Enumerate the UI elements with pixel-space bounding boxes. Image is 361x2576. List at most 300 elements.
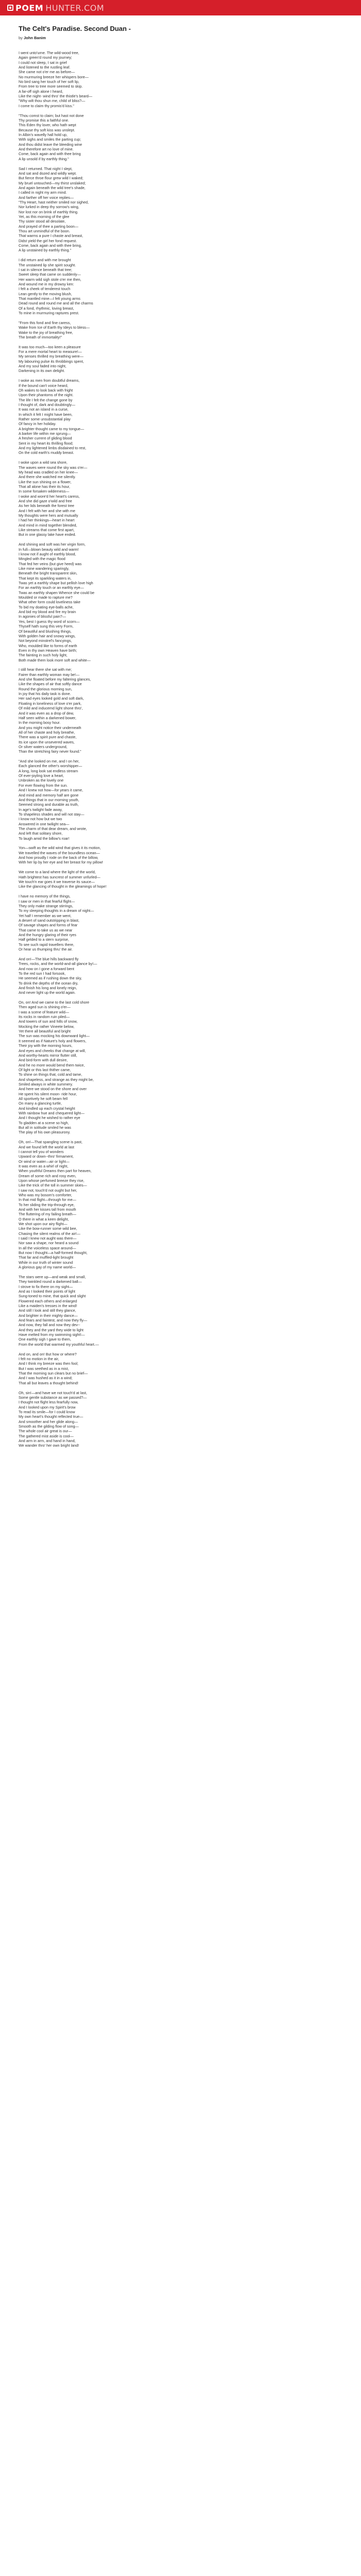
poem-line: A glorious gay of my name world—	[19, 1265, 76, 1270]
poem-line: And with her kisses tall from mouth	[19, 1207, 76, 1212]
poem-line: Like a maiden's tresses in the wind!	[19, 1303, 77, 1309]
poem-line: Hath brightest has suncrest of summer unfurled—	[19, 874, 101, 879]
poem-line: We shot upon our airy flight—	[19, 1222, 68, 1227]
poem-line: And you might notice their underneath	[19, 725, 81, 730]
poem-line: But in one glassy lake have ended.	[19, 532, 76, 537]
poem-line: Because thy soft kiss was unslept.	[19, 127, 75, 132]
poem-line: Yet there all beautiful and bright	[19, 1029, 71, 1034]
poem-line: Moulded or made to rapture me?	[19, 595, 73, 600]
poem-line: No murmuring breeze her whispers bore—	[19, 74, 89, 79]
poem-line: And I think my breeze was then fool;	[19, 1361, 78, 1366]
logo-icon	[7, 5, 13, 11]
poem-line: And towers of sun and hills of snow,	[19, 1019, 78, 1024]
stanza	[19, 50, 342, 108]
poem-line: But all in solitude smiled he was	[19, 1125, 71, 1130]
poem-line: And worthy-hearts mirror flutter still,	[19, 1053, 77, 1058]
stanza	[19, 1140, 342, 1269]
poem-line: And wound me in my drowsy ken:	[19, 281, 74, 286]
poem-line: To laugh amid the billow's roar!	[19, 836, 70, 841]
poem-line: And now, they fall and now they dev--	[19, 1323, 80, 1328]
poem-line: Smiled always in white summery.	[19, 1081, 73, 1087]
poem-line: Sung-toned to mine, that quick and slight	[19, 1294, 86, 1299]
poem-line: Upon whose perfumed breeze they rise,	[19, 1178, 85, 1183]
poem-line: A far-off sigh alone I heard,	[19, 89, 63, 94]
poem-line: Not beyond minstrel's fancyings,	[19, 638, 72, 643]
stanza	[19, 258, 342, 315]
poem-line: A lip unstained by earthly thing."	[19, 248, 72, 253]
poem-line: My bruel untouched—my thirst unslaked;	[19, 180, 86, 185]
poem-line: All sportively he soft beam fell	[19, 1096, 68, 1101]
poem-line: And it was even as a drop of dew,	[19, 710, 74, 716]
poem-line: Half gelded to a stern surprise,	[19, 937, 69, 942]
poem-line: But fierce throe flour grew wild I waked;	[19, 176, 84, 181]
poem-line: Answered in one twilight sea—	[19, 821, 70, 826]
poem-line: For an earthly touch or an earthly eye—	[19, 585, 84, 590]
poem-line: As her lids beneath the forest tree	[19, 503, 74, 509]
poem-line: That came to take us as we near	[19, 927, 73, 933]
poem-line: I know not how but we two	[19, 817, 62, 822]
poem-line: Of ever-joyling love a heart,	[19, 773, 64, 778]
poem-line: Thy sister stood all desolate,	[19, 219, 66, 224]
poem-line: And the hungry glaring of their ryes	[19, 932, 76, 937]
poem-line: All of her chaste and holy breathe,	[19, 730, 75, 735]
poem-line: Like the trick of the toll in summer skies—	[19, 1183, 87, 1188]
poem-line: That mantled mine—I felt young arms	[19, 296, 80, 301]
poem-line: Of mild and inducemd light shone thro',	[19, 706, 83, 711]
poem-line: "Thy Heart, hast neither smiled nor sighed,	[19, 199, 89, 205]
poem-line: And on!—The blue hills backward fly	[19, 956, 79, 961]
poem-line: Yet half I remember as we went,	[19, 913, 72, 918]
poem-page	[0, 15, 361, 1448]
poem-line: A barker life within me sprung—	[19, 431, 71, 436]
poem-line: Lean gently to the moving blush,	[19, 291, 72, 296]
poem-line: Dream of some rich and rosy even,	[19, 1173, 76, 1178]
poem-line: Some gentle substance as we passed?—	[19, 1395, 87, 1400]
poem-line: He seemed as if rushing down the sky,	[19, 976, 82, 981]
poem-line: It was even as a whirl of night,	[19, 1163, 69, 1168]
poem-line: He spent his silent moon- ride hour,	[19, 1091, 77, 1096]
poem-line: From tree to tree more seemed to skip.	[19, 84, 83, 89]
poem-line: Than the stretching fairy never found."	[19, 749, 81, 754]
poem-line: I know not if aught of earthly blood,	[19, 552, 76, 556]
author-link[interactable]: John Banim	[24, 36, 46, 40]
stanza	[19, 1352, 342, 1385]
poem-line: A brighter thought came to my tongue—	[19, 426, 85, 431]
poem-line: If the bound can't voice heard,	[19, 383, 69, 388]
poem-line: That far and muffled-light brought	[19, 1255, 74, 1260]
poem-line: And mind in mind together blended,	[19, 522, 77, 528]
poem-line: And therefore art no love of mine.	[19, 147, 74, 152]
poem-line: I woke as men from doubtful dreams,	[19, 378, 80, 383]
poem-line: And shining and soft was her virgin form,	[19, 542, 86, 547]
poem-line: While in our truth of winter sound	[19, 1260, 73, 1265]
poem-line: The sun was mocking his downward light—	[19, 1033, 90, 1039]
stanza	[19, 378, 342, 455]
poem-line: Wake to the joy of breathing free,	[19, 330, 73, 335]
poem-line: My head was cradled on her knee—	[19, 470, 78, 474]
poem-line: And listened to the rustling leaf.	[19, 65, 71, 70]
poem-line: Who was my bosom's comforter,	[19, 1192, 72, 1197]
poem-line: "And she looked on me, and I on her,	[19, 759, 80, 764]
poem-line: In joy that his daily task is done.	[19, 691, 71, 697]
poem-line: Twas an earthly shapen Whence she could be	[19, 590, 95, 595]
poem-line: I was a scene of feature wild—	[19, 1009, 69, 1014]
poem-line: One earthly sigh I gave to them,	[19, 1337, 71, 1342]
poem-line: Yes, best I guess thy word of scorn—	[19, 619, 80, 624]
poem-line: And she did gaze o'wild and free	[19, 499, 72, 504]
poem-line: I woke upon a wild sea shore,	[19, 460, 68, 465]
poem-line: A lip unsold if by earthly thing."	[19, 156, 69, 161]
poem-line: With sighs and smiles the parting cup;	[19, 137, 81, 142]
poem-line: And fears and faintest, and now they fly—	[19, 1318, 88, 1323]
poem-line: Floating in loneliness of love o'er park,	[19, 701, 82, 706]
poem-line: To mine in murmuring raptures prest.	[19, 311, 79, 316]
poem-line: And my lightened limbs disdained to rest,	[19, 446, 87, 451]
poem-line: That all alone has their its hour,	[19, 484, 70, 489]
byline-prefix: by	[19, 36, 23, 40]
poem-line: And mind and memory half are gone	[19, 792, 79, 798]
poem-line: With golden hair and snowy wings,	[19, 633, 76, 638]
poem-line: We touch'n ear goes it we traverse its sauce—	[19, 879, 95, 884]
stanza	[19, 1391, 342, 1448]
poem-line: And sat and dozed and wildly wept.	[19, 171, 77, 176]
poem-line: Like streams that come first apart,	[19, 528, 75, 533]
poem-line: And thou didst leave the bleeding wine	[19, 142, 83, 147]
poem-line: I went unto'urne. The wild-wood tree,	[19, 50, 79, 55]
poem-line: The gathered mist aside is cool—	[19, 1433, 74, 1438]
poem-line: And I knew not how—for years it came,	[19, 788, 84, 793]
poem-line: And smoother and her glide along—	[19, 1419, 78, 1424]
poem-line: The waves were round the sky was o'er—	[19, 465, 88, 470]
poem-line: My own heart's thought reflected true—	[19, 1414, 84, 1419]
poem-line: On, on! And we came to the last cold shore	[19, 1000, 90, 1005]
poem-line: On the cold earth's muddy breast.	[19, 450, 74, 455]
poem-line: Upward or down--thro' firmament,	[19, 1154, 74, 1159]
poem-line: And they and the yard they wide to light	[19, 1327, 84, 1332]
poem-line: To read its smile—for I could know	[19, 1409, 75, 1414]
poem-line: To shapeless shades and will not stay—	[19, 811, 85, 817]
poem-line: For ever flowing from the sun.	[19, 783, 68, 788]
poem-line: This Eden thy lover, who hath wept	[19, 123, 76, 128]
poem-line: Her warm wild sigh stole o'er me then,	[19, 277, 81, 282]
poem-line: With rainbow hue and chequered light—	[19, 1110, 85, 1115]
logo-accent-text: HUNTER.COM	[45, 3, 104, 13]
poem-line: The breath of immortality!"	[19, 334, 62, 340]
poem-line: A fresher current of gliding blood	[19, 436, 72, 441]
logo-main-text: POEM	[15, 3, 44, 13]
poem-line: Flowered each others and enlarged	[19, 1298, 77, 1303]
poem-line: And there she watched me silently.	[19, 474, 76, 480]
poem-line: And eyes and cheeks that change at will,	[19, 1048, 86, 1053]
poem-line: Like the glancing of thought in the gleamings of hope!	[19, 884, 107, 889]
poem-line: In agonies of blissful pain?—	[19, 614, 66, 619]
poem-line: And how proudly I rode on the back of the billow,	[19, 855, 99, 860]
poem-line: But I was seethed as in a mist,	[19, 1366, 69, 1371]
poem-line: I thought not flight less fearfully now,	[19, 1400, 78, 1405]
poem-line: And still I look and still they glance,	[19, 1308, 76, 1313]
poem-line: Thy promise this a faithful one.	[19, 117, 69, 123]
poem-line: Thou art unmindful of the boon.	[19, 229, 70, 234]
poem-line: I woke and wore'd her heart's caress,	[19, 494, 80, 499]
poem-line: They twinkled round a darkened ball—	[19, 1279, 82, 1284]
poem-line: Yon—swift as the wild wind that gives it its motion,	[19, 845, 101, 851]
poem-line: Mocking the rather Vineete below,	[19, 1024, 75, 1029]
poem-line: Oh, on!—That spangling scene is past,	[19, 1140, 83, 1145]
poem-line: Its rocks in random ruin piled—	[19, 1014, 70, 1020]
poem-line: And we found left the world at last	[19, 1144, 74, 1149]
poem-line: She came not o'er me as before—	[19, 70, 75, 75]
poem-line: And my soul faded into night,	[19, 364, 67, 369]
poem-line: Unbroken as the lovely one	[19, 778, 64, 783]
poem-line: Nor lurked in deep thy sorrow's wing,	[19, 205, 79, 210]
poem-line: Its ice upon the unsevered waves,	[19, 739, 75, 744]
poem-line: On many a glancing turtle,	[19, 1101, 62, 1106]
poem-line: And arm in arm, and hand in hand,	[19, 1438, 76, 1443]
poem-line: And never light up the world again.	[19, 990, 76, 995]
poem-line: In which it felt I might have been,	[19, 412, 73, 417]
poem-line: Or hear us thumping thru' the air.	[19, 946, 73, 952]
poem-line: I could not sleep, I sat in grief	[19, 60, 67, 65]
poem-line: Twas yet a earthly shape but pellish love high	[19, 581, 93, 586]
poem-line: I strove to fix there on my sight—	[19, 1284, 73, 1289]
poem-line: Sweet sleep that came on suddenly—	[19, 272, 81, 277]
poem-line: Of a fond, rhythmic, loving breast,	[19, 306, 74, 311]
poem-line: And I looked upon my Spirit's brow	[19, 1404, 76, 1410]
poem-line: And I felt with her and she with me	[19, 508, 75, 513]
poem-line: That fed her veins (but give heed) was	[19, 561, 82, 566]
poem-line: A desert of sand outstripping in blast,	[19, 918, 79, 923]
poem-line: Her sad eyes looked gold and soft dark,	[19, 696, 84, 701]
poem-line: And as I looked their points of light	[19, 1289, 75, 1294]
poem-line: Half seen within a darkened bower,	[19, 715, 76, 720]
stanza	[19, 894, 342, 952]
poem-line: From the world that warmed my youthful heart.—	[19, 1342, 99, 1347]
poem-line: In that mid flight—through for me—	[19, 1197, 76, 1202]
stanza	[19, 113, 342, 161]
poem-body	[19, 50, 342, 1448]
poem-line: And bird-form with dull desire,	[19, 1058, 68, 1063]
poem-line: O there in what a keen delight,	[19, 1216, 69, 1222]
poem-line: My thoughts were hers and mutually	[19, 513, 78, 518]
stanza	[19, 1275, 342, 1347]
poem-line: To see such rapid travellers there,	[19, 942, 74, 947]
poem-line: Nor saw a shape, nor heard a sound	[19, 1241, 79, 1246]
poem-line: The play of his own pleasurony.	[19, 1130, 71, 1135]
poem-line: I come to claim thy promis'd kiss."	[19, 103, 74, 108]
poem-line: Fairer than earthly woman may be!—	[19, 672, 80, 677]
poem-line: Oh, sin!—and have we not touch'd at last,	[19, 1390, 87, 1395]
poem-line: It seemed as if Nature's holy and flowers,	[19, 1038, 87, 1043]
poem-line: Like the night- wind thro' the thistle's beard—	[19, 94, 92, 99]
poem-line: The unstained lip she spirit sought.	[19, 262, 76, 267]
poem-line: Dead round and round me and all the charms	[19, 301, 93, 306]
poem-line: To the red sun I had forsook,	[19, 971, 66, 976]
poem-line: Like the sun shining on a flower,	[19, 479, 72, 484]
stanza	[19, 320, 342, 340]
poem-line: Seemed strong and durable as truth,	[19, 802, 79, 807]
site-header	[0, 0, 361, 15]
poem-line: When youthful Dreams then part for heaven,	[19, 1168, 92, 1174]
stanza	[19, 957, 342, 995]
poem-line: Sad I returned. That night I slept,	[19, 166, 73, 171]
poem-line: Their joy with the morning hours,	[19, 1043, 73, 1048]
poem-line: The fainting in such holy light,	[19, 653, 68, 658]
poem-line: Like the shapes of air that softly dance	[19, 682, 82, 687]
stanza	[19, 166, 342, 253]
stanza	[19, 542, 342, 663]
poem-line: And prayed of thee a parting boon—	[19, 224, 78, 229]
poem-line: No bird sang her touch of her soft lip,	[19, 79, 79, 84]
poem-line: And she floated before my faltering glances,	[19, 677, 91, 682]
poem-line: My senses thrilled my breathing were—	[19, 354, 84, 359]
poem-line: And bid my blood and fire my brain	[19, 609, 76, 615]
poem-line: And I was hushed as it in a wind;	[19, 1376, 73, 1381]
poem-line: And here we stood on the shore and over	[19, 1087, 87, 1092]
poem-line: My labouring pulse its throbbings spent,	[19, 359, 84, 364]
poem-line: That the morning sun clears but no brief—	[19, 1371, 88, 1376]
poem-line: The life I felt the change gone by	[19, 397, 73, 402]
poem-line: They only make strange stirrings,	[19, 903, 73, 908]
poem-line: And shapeless, and strange as they might be,	[19, 1077, 94, 1082]
poem-line: To my sleeping thoughts in a dream of night—	[19, 908, 94, 913]
poem-line: Both made them look more soft and white—	[19, 657, 91, 663]
poem-line: Even in thy own Heaven have birth;	[19, 648, 77, 653]
stanza	[19, 870, 342, 889]
poem-line: With her lip by her eye and her breast for my pillow!	[19, 860, 103, 865]
poem-line: Oh wakes to look back with fright	[19, 388, 73, 393]
poem-line: A long, long look sat endless stream	[19, 768, 78, 773]
poem-line: The fluttering of my failing breath—	[19, 1212, 76, 1217]
poem-line: We wander thro' her own bright land!	[19, 1443, 79, 1448]
stanza	[19, 759, 342, 841]
stanza	[19, 345, 342, 374]
poem-line: To gladden at a scene so high,	[19, 1120, 69, 1125]
poem-line: It was not an island in a curse,	[19, 407, 69, 412]
poem-line: I saw not, touch'd not ought but her,	[19, 1188, 77, 1193]
poem-line: I felt no motion in the air,	[19, 1356, 59, 1361]
poem-line: I still hear there she sat with me;	[19, 667, 72, 672]
poem-line: Smooth as the gilding flow of song—	[19, 1423, 79, 1429]
poem-line: And left that solitary shore,	[19, 831, 63, 836]
poem-line: Didst yield the girl her fond request.	[19, 238, 77, 243]
poem-line: Upon their phantoms of the night.	[19, 393, 74, 398]
poem-line: Of savage shapes and forms of fear	[19, 923, 78, 928]
poem-line: To shine on things that, cold and tame,	[19, 1072, 83, 1077]
poem-line: There was a spirit pure and chaste,	[19, 735, 77, 740]
byline	[19, 36, 342, 40]
poem-line: I called in night my arm mind.	[19, 190, 67, 195]
poem-line: Darkening in its own delight.	[19, 368, 65, 374]
poem-line: In the morning bosy hour.	[19, 720, 61, 725]
poem-line: That warms a pure I chaste and breast,	[19, 233, 84, 239]
poem-line: In age's twilight fade away,	[19, 807, 63, 812]
poem-line: I felt a cheek of tenderest touch	[19, 286, 71, 292]
poem-line: I said I knew not aught was there—	[19, 1236, 77, 1241]
poem-line: Yet, as this morning of the glee	[19, 214, 70, 219]
poem-line: Each glanced the other's worshipper—	[19, 764, 83, 769]
stanza	[19, 1000, 342, 1135]
poem-line: Of light or this last thither came,	[19, 1067, 71, 1072]
poem-line: In all the voiceless space around—	[19, 1245, 76, 1250]
poem-line: And I thought he wished to rather eye	[19, 1115, 80, 1121]
poem-line: Beneath the bright transparent skin,	[19, 571, 77, 576]
poem-line: "Why wilt thou shun me, child of bliss?—	[19, 98, 86, 104]
poem-line: Or wind or water—air or light—	[19, 1159, 70, 1164]
poem-line: Who, moulded like to forms of earth	[19, 643, 77, 648]
poem-line: Or silver waters underground,	[19, 744, 68, 749]
poem-line: Come, back again and with thee bring,	[19, 243, 82, 248]
poem-line: I did return and with me brought	[19, 258, 71, 263]
poem-line: The charm of that dear dream, and wrote,	[19, 826, 87, 831]
poem-line: Rather some unsubstantial play	[19, 417, 71, 422]
poem-line: And things that in our morning youth,	[19, 797, 79, 802]
poem-line: The stars were up—and weak and small,	[19, 1274, 86, 1279]
poem-line: And now on I gone a forward bent	[19, 966, 74, 971]
poem-line: Have melted from my swimming sight!—	[19, 1332, 85, 1337]
poem-line: Trees, rocks, and the world-and-all glance by!—	[19, 961, 97, 967]
poem-line: Again green'd round my journey;	[19, 55, 72, 60]
poem-line: To her sliding the trip-through eye,	[19, 1202, 75, 1207]
poem-line: And finish his long and lonely reign,	[19, 985, 77, 990]
poem-line: That kept its sparkling waters in,	[19, 575, 72, 581]
poem-line: And brighter in their mighty dance—	[19, 1313, 78, 1318]
poem-line: And on, and on! But how or where?	[19, 1351, 77, 1357]
poem-line: In Albin's wavelly hall hold up,	[19, 132, 68, 137]
poem-title: The Celt's Paradise. Second Duan -	[19, 25, 131, 32]
poem-line: We come to a land where the light of the world,	[19, 870, 96, 875]
poem-line: I thought of, dark and doubtingly—	[19, 402, 75, 408]
poem-line: Wake from Ice of Earth thy Ideys to bless—	[19, 325, 90, 330]
poem-line: What other form could loveliness take	[19, 600, 80, 605]
poem-line: We travelled the waves of the boundless ocean—	[19, 850, 100, 855]
poem-line: I sat in silence beneath that tree;	[19, 267, 72, 272]
poem-line: I cannot tell you of wonders	[19, 1149, 64, 1154]
poem-line: In some forsaken wilderness—	[19, 489, 70, 494]
poem-line: But now I thought—a half-formed thought,	[19, 1250, 88, 1256]
poem-line: Mingled with the magic flood	[19, 556, 65, 562]
poem-line: To bid my doating eye-balls ache,	[19, 604, 74, 609]
site-logo[interactable]	[7, 3, 104, 13]
poem-line: I had her thinkings—heart in heart	[19, 518, 75, 523]
poem-line: I have no memory of the things,	[19, 894, 71, 899]
stanza	[19, 667, 342, 754]
poem-line: To drink the depths of the ocean dry,	[19, 980, 78, 986]
poem-line: And again beneath the wild tree's shade,	[19, 185, 86, 190]
poem-line: Chasing the silent realms of the air!—	[19, 1231, 80, 1236]
poem-line: Sent in my heart its thrilling flood;	[19, 440, 73, 446]
poem-line: Then aged sun is shining o'er—	[19, 1005, 71, 1010]
poem-line: For a mere mortal heart to measure!—	[19, 349, 82, 354]
poem-line: Come, back again and with thee bring	[19, 151, 81, 157]
stanza	[19, 460, 342, 537]
poem-line: And farther off her voice replies—	[19, 195, 74, 200]
poem-line: "From this fond and fine caress,	[19, 320, 71, 325]
poem-line: Round the glorious morning sun,	[19, 686, 72, 691]
poem-line: "Thou comst to claim; but hast not done	[19, 113, 84, 118]
poem-line: Nor lost nor on brink of earthly thing.	[19, 209, 78, 214]
poem-line: In full—blown beauty wild and warm!	[19, 547, 79, 552]
poem-line: And kindled up each crystal height	[19, 1106, 75, 1111]
poem-line: Like the bow-runner some wild bee,	[19, 1226, 77, 1231]
poem-line: The whole cool air great is our—	[19, 1429, 72, 1434]
poem-line: Thyself hath sung this very Form,	[19, 624, 74, 629]
poem-line: That all but leaves a thought behind!	[19, 1380, 78, 1385]
poem-line: Of fancy in her holiday.	[19, 421, 56, 427]
poem-line: And he no more would bend them twice,	[19, 1062, 85, 1067]
poem-line: Like mine wandering sparingly,	[19, 566, 70, 571]
poem-line: Of beautiful and blushing things,	[19, 629, 72, 634]
poem-line: I saw or men in that fearful flight—	[19, 899, 75, 904]
